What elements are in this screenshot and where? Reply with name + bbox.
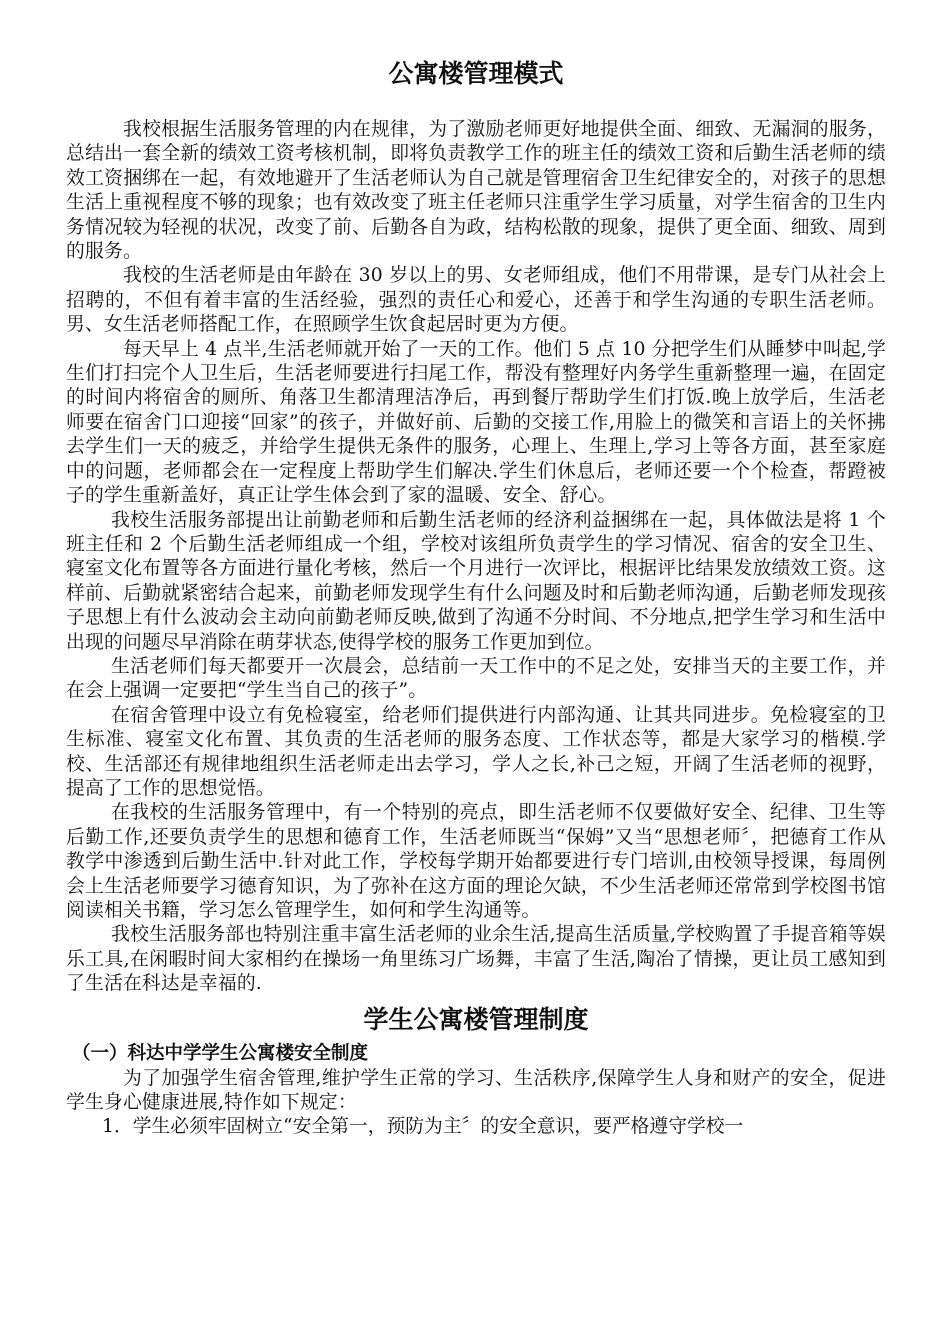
list-item-1: 1．学生必须牢固树立“安全第一，预防为主〞的安全意识，要严格遵守学校一: [102, 1116, 744, 1138]
paragraph-3: 每天早上 4 点半,生活老师就开始了一天的工作。他们 5 点 10 分把学生们从睡梦中叫起,学生们打扫完个人卫生后，生活老师要进行扫尾工作，帮没有整理好内务学生重新整理一遍，在固定的时间内将宿舍的厕所、角落卫生都清理洁净后，再到餐厅帮助学生们打饭.晚上放学后，生活老师要在宿舍门口迎接“回家”的孩子，并做好前、后勤的交接工作,用脸上的微笑和言语上的关怀拂去学生们一天的疲乏，并给学生提供无条件的服务，心理上、生理上,学习上等各方面，甚至家庭中的问题，老师都会在一定程度上帮助学生们解决.学生们休息后，老师还要一个个检查，帮蹬被子的学生重新盖好，真正让学生体会到了家的温暖、安全、舒心。: [66, 338, 886, 507]
section-title: 学生公寓楼管理制度: [363, 1004, 589, 1034]
paragraph-7: 在我校的生活服务管理中，有一个特别的亮点，即生活老师不仅要做好安全、纪律、卫生等后勤工作,还要负责学生的思想和德育工作，生活老师既当“保姆”又当“思想老师〞，把德育工作从教学中渗透到后勤生活中.针对此工作，学校每学期开始都要进行专门培训,由校领导授课，每周例会上生活老师要学习德育知识，为了弥补在这方面的理论欠缺，不少生活老师还常常到学校图书馆阅读相关书籍，学习怎么管理学生，如何和学生沟通等。: [66, 802, 886, 921]
paragraph-6: 在宿舍管理中设立有免检寝室，给老师们提供进行内部沟通、让其共同进步。免检寝室的卫生标准、寝室文化布置、其负责的生活老师的服务态度、工作状态等，都是大家学习的楷模.学校、生活部还有规律地组织生活老师走出去学习，学人之长,补己之短，开阔了生活老师的视野，提高了工作的思想觉悟。: [66, 704, 886, 799]
paragraph-4: 我校生活服务部提出让前勤老师和后勤生活老师的经济利益捆绑在一起，具体做法是将 1 个班主任和 2 个后勤生活老师组成一个组，学校对该组所负责学生的学习情况、宿舍的安全卫生、寝室文化布置等各方面进行量化考核，然后一个月进行一次评比，根据评比结果发放绩效工资。这样前、后勤就紧密结合起来，前勤老师发现学生有什么问题及时和后勤老师沟通，后勤老师发现孩子思想上有什么波动会主动向前勤老师反映,做到了沟通不分时间、不分地点,把学生学习和生活中出现的问题尽早消除在萌芽状态,使得学校的服务工作更加到位。: [66, 509, 886, 653]
paragraph-2: 我校的生活老师是由年龄在 30 岁以上的男、女老师组成，他们不用带课，是专门从社会上招聘的，不但有着丰富的生活经验，强烈的责任心和爱心，还善于和学生沟通的专职生活老师。男、女生活老师搭配工作，在照顾学生饮食起居时更为方便。: [66, 265, 886, 336]
paragraph-1: 我校根据生活服务管理的内在规律，为了激励老师更好地提供全面、细致、无漏洞的服务，总结出一套全新的绩效工资考核机制，即将负责教学工作的班主任的绩效工资和后勤生活老师的绩效工资捆绑在一起，有效地避开了生活老师认为自己就是管理宿舍卫生纪律安全的，对孩子的思想生活上重视程度不够的现象；也有效改变了班主任老师只注重学生学习质量，对学生宿舍的卫生内务情况较为轻视的状况，改变了前、后勤各自为政，结构松散的现象，提供了更全面、细致、周到的服务。: [66, 119, 886, 263]
document-title: 公寓楼管理模式: [388, 59, 564, 88]
document-page: [66, 52, 886, 1140]
paragraph-5: 生活老师们每天都要开一次晨会，总结前一天工作中的不足之处，安排当天的主要工作，并在会上强调一定要把“学生当自己的孩子”。: [66, 655, 886, 702]
section-intro-paragraph: 为了加强学生宿舍管理,维护学生正常的学习、生活秩序,保障学生人身和财产的安全，促进学生身心健康进展,特作如下规定：: [66, 1067, 886, 1114]
subsection-heading: （一）科达中学学生公寓楼安全制度: [72, 1042, 369, 1064]
paragraph-8: 我校生活服务部也特别注重丰富生活老师的业余生活,提高生活质量,学校购置了手提音箱等娱乐工具,在闲暇时间大家相约在操场一角里练习广场舞，丰富了生活,陶冶了情操，更让员工感知到了生活在科达是幸福的.: [66, 924, 886, 995]
